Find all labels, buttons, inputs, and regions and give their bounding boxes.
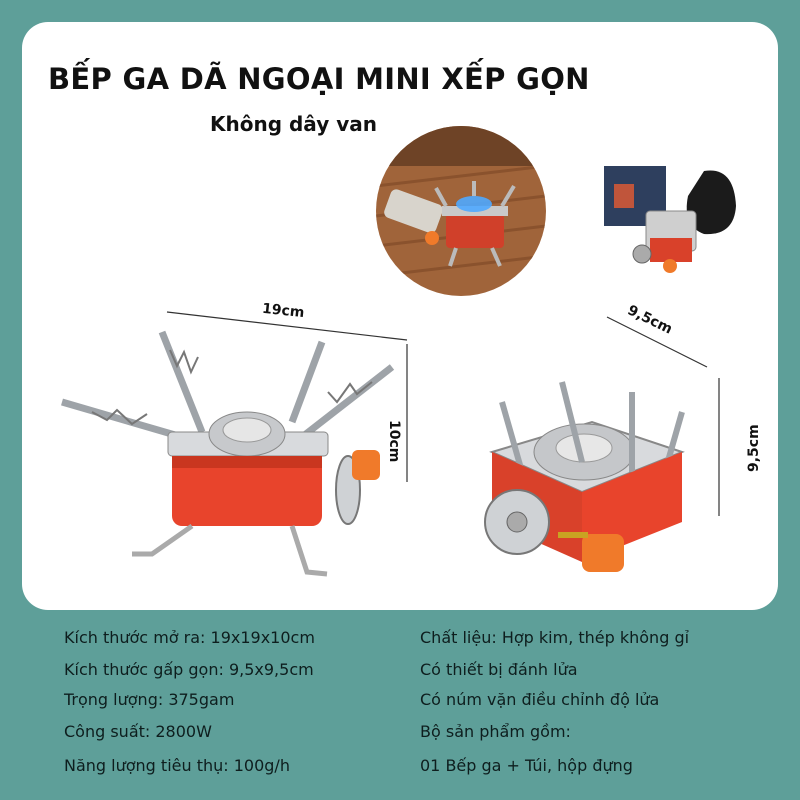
in-use-photo [376,126,546,296]
spec-right-4: Bộ sản phẩm gồm: [420,722,571,741]
spec-right-3: Có núm vặn điều chỉnh độ lửa [420,690,660,709]
page-title: BẾP GA DÃ NGOẠI MINI XẾP GỌN [48,62,590,96]
spec-list [0,618,800,800]
folded-stove-image [462,352,702,592]
open-height-label: 10cm [386,420,402,463]
spec-left-3: Trọng lượng: 375gam [64,690,235,709]
spec-left-4: Công suất: 2800W [64,722,212,741]
spec-left-2: Kích thước gấp gọn: 9,5x9,5cm [64,660,314,679]
product-card [22,22,778,610]
page-subtitle: Không dây van [210,112,377,136]
folded-height-label: 9,5cm [746,424,762,472]
package-photo [584,126,754,296]
open-stove-image [52,322,402,592]
spec-right-5: 01 Bếp ga + Túi, hộp đựng [420,756,633,775]
open-width-label: 19cm [261,300,306,322]
spec-right-1: Chất liệu: Hợp kim, thép không gỉ [420,628,690,647]
spec-right-2: Có thiết bị đánh lửa [420,660,578,679]
folded-height-arrow [714,378,724,518]
spec-left-1: Kích thước mở ra: 19x19x10cm [64,628,315,647]
open-height-arrow [402,344,412,484]
spec-left-5: Năng lượng tiêu thụ: 100g/h [64,756,290,775]
folded-width-label: 9,5cm [624,302,675,338]
